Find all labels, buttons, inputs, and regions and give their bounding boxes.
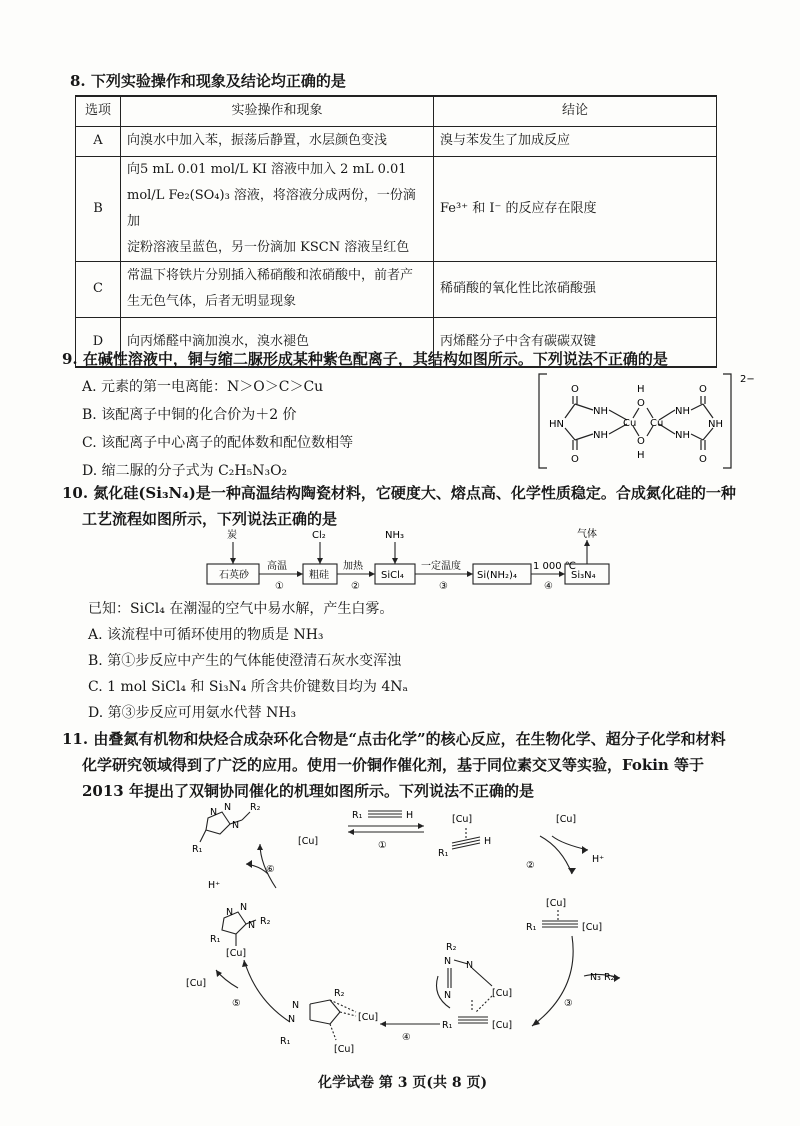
header-conclusion: 结论	[434, 96, 717, 126]
condition-certain-temp: 一定温度	[421, 561, 461, 572]
atom-label: N	[224, 802, 232, 813]
input-chlorine: Cl₂	[312, 530, 326, 541]
header-option: 选项	[76, 96, 121, 126]
atom-label: O	[637, 436, 645, 447]
atom-label: NH	[708, 419, 723, 430]
row-procedure: 向溴水中加入苯，振荡后静置，水层颜色变浅	[121, 126, 434, 156]
complex-charge: 2−	[740, 374, 755, 385]
copper-label: [Cu]	[226, 948, 247, 959]
atom-label: N	[444, 990, 452, 1001]
atom-label: N	[248, 920, 256, 931]
input-ammonia: NH₃	[385, 530, 405, 541]
atom-label: O	[699, 454, 707, 465]
row-conclusion: 溴与苯发生了加成反应	[434, 126, 717, 156]
q10-option-a: A. 该流程中可循环使用的物质是 NH₃	[88, 627, 324, 643]
atom-label: NH	[593, 406, 608, 417]
q11-stem-line-2: 化学研究领域得到了广泛的应用。使用一价铜作催化剂，基于同位素交叉等实验，Fokin 等于	[82, 756, 705, 774]
atom-label: H	[484, 836, 492, 847]
atom-label: N	[292, 1000, 300, 1011]
q11-catalytic-mechanism	[180, 800, 630, 1062]
copper-label: [Cu]	[334, 1044, 355, 1055]
atom-label: H	[637, 450, 645, 461]
substituent-label: R₁	[526, 922, 537, 933]
q11-stem-line-1: 11. 由叠氮有机物和炔烃合成杂环化合物是“点击化学”的核心反应，在生物化学、超分子化学和材料	[62, 730, 726, 748]
atom-label: NH	[675, 406, 690, 417]
copper-biuret-complex-structure	[535, 370, 755, 472]
substituent-label: R₁	[438, 848, 449, 859]
q10-option-d: D. 第③步反应可用氨水代替 NH₃	[88, 705, 297, 721]
substituent-label: R₂	[334, 988, 345, 999]
atom-label: HN	[549, 419, 564, 430]
output-gas: 气体	[577, 529, 597, 540]
atom-label: O	[699, 384, 707, 395]
azide-label: N₃	[590, 972, 601, 983]
q10-process-flow	[205, 528, 625, 598]
q10-stem-line-2: 工艺流程如图所示，下列说法正确的是	[82, 510, 338, 528]
atom-label: N	[444, 956, 452, 967]
atom-label: N	[232, 820, 240, 831]
step-3-label: ③	[439, 581, 448, 592]
copper-label: [Cu]	[186, 978, 207, 989]
condition-high-temp: 高温	[267, 561, 287, 572]
row-option: A	[76, 126, 121, 156]
substituent-label: R₂	[250, 802, 261, 813]
copper-label: [Cu]	[492, 1020, 513, 1031]
step-1-label: ①	[378, 840, 387, 851]
atom-label: N	[240, 902, 248, 913]
atom-label: N	[466, 960, 474, 971]
copper-label: [Cu]	[358, 1012, 379, 1023]
substituent-label: R₂	[446, 942, 457, 953]
q10-option-c: C. 1 mol SiCl₄ 和 Si₃N₄ 所含共价键数目均为 4Nₐ	[88, 679, 408, 695]
atom-label: H	[637, 384, 645, 395]
flow-box-quartz-sand: 石英砂	[219, 570, 249, 581]
atom-label: NH	[675, 430, 690, 441]
substituent-label: R₁	[210, 934, 221, 945]
input-carbon: 炭	[227, 530, 237, 541]
atom-label: O	[571, 454, 579, 465]
step-4-label: ④	[544, 581, 553, 592]
substituent-label: R₂	[604, 972, 615, 983]
atom-label: N	[210, 807, 218, 818]
substituent-label: R₁	[442, 1020, 453, 1031]
copper-label: [Cu]	[492, 988, 513, 999]
row-option: D	[76, 317, 121, 367]
step-2-label: ②	[351, 581, 360, 592]
copper-label: [Cu]	[298, 836, 319, 847]
row-procedure: 向丙烯醛中滴加溴水，溴水褪色	[121, 317, 434, 367]
substituent-label: R₁	[352, 810, 363, 821]
flow-box-si3n4: Si₃N₄	[571, 570, 596, 581]
atom-label: H	[406, 810, 414, 821]
row-option: C	[76, 261, 121, 317]
q10-option-b: B. 第①步反应中产生的气体能使澄清石灰水变浑浊	[88, 653, 402, 669]
step-2-label: ②	[526, 860, 535, 871]
q9-option-d: D. 缩二脲的分子式为 C₂H₅N₃O₂	[82, 463, 288, 479]
atom-label: O	[571, 384, 579, 395]
flow-box-sinh2: Si(NH₂)₄	[477, 570, 517, 581]
copper-label: [Cu]	[556, 814, 577, 825]
step-6-label: ⑥	[266, 864, 275, 875]
atom-label: Cu	[650, 418, 664, 429]
step-3-label: ③	[564, 998, 573, 1009]
step-1-label: ①	[275, 581, 284, 592]
q11-stem-line-3: 2013 年提出了双铜协同催化的机理如图所示。下列说法不正确的是	[82, 782, 534, 800]
atom-label: N	[226, 907, 234, 918]
atom-label: O	[637, 398, 645, 409]
q9-option-c: C. 该配离子中心离子的配体数和配位数相等	[82, 435, 354, 451]
copper-label: [Cu]	[546, 898, 567, 909]
q8-stem: 8. 下列实验操作和现象及结论均正确的是	[70, 72, 346, 90]
step-5-label: ⑤	[232, 998, 241, 1009]
atom-label: NH	[593, 430, 608, 441]
row-conclusion: 丙烯醛分子中含有碳碳双键	[434, 317, 717, 367]
row-procedure: 常温下将铁片分别插入稀硝酸和浓硝酸中，前者产 生无色气体，后者无明显现象	[121, 261, 434, 317]
proton-label: H⁺	[208, 880, 221, 891]
table-row	[76, 156, 717, 261]
condition-heating: 加热	[343, 561, 363, 572]
row-procedure: 向5 mL 0.01 mol/L KI 溶液中加入 2 mL 0.01 mol/L Fe₂(SO₄)₃ 溶液，将溶液分成两份，一份滴加 淀粉溶液呈蓝色，另一份滴加 KSCN 溶液呈红色	[121, 156, 434, 261]
q10-note: 已知：SiCl₄ 在潮湿的空气中易水解，产生白雾。	[88, 601, 394, 617]
flow-box-sicl4: SiCl₄	[381, 570, 404, 581]
row-option: B	[76, 156, 121, 261]
table-row	[76, 261, 717, 317]
q9-stem: 9. 在碱性溶液中，铜与缩二脲形成某种紫色配离子，其结构如图所示。下列说法不正确的是	[62, 350, 668, 368]
proton-label: H⁺	[592, 854, 605, 865]
page-footer: 化学试卷 第 3 页(共 8 页)	[318, 1075, 488, 1091]
condition-1000c: 1 000 ℃	[533, 561, 577, 572]
flow-box-crude-silicon: 粗硅	[309, 570, 329, 581]
atom-label: Cu	[623, 418, 637, 429]
table-header-row	[76, 96, 717, 126]
substituent-label: R₁	[192, 844, 203, 855]
q8-table	[75, 95, 717, 368]
atom-label: N	[288, 1014, 296, 1025]
substituent-label: R₁	[280, 1036, 291, 1047]
row-conclusion: Fe³⁺ 和 I⁻ 的反应存在限度	[434, 156, 717, 261]
step-4-label: ④	[402, 1032, 411, 1043]
header-procedure: 实验操作和现象	[121, 96, 434, 126]
copper-label: [Cu]	[582, 922, 603, 933]
table-row	[76, 126, 717, 156]
copper-label: [Cu]	[452, 814, 473, 825]
q10-stem-line-1: 10. 氮化硅(Si₃N₄)是一种高温结构陶瓷材料，它硬度大、熔点高、化学性质稳定。合成氮化硅的一种	[62, 484, 736, 502]
substituent-label: R₂	[260, 916, 271, 927]
q9-option-a: A. 元素的第一电离能：N＞O＞C＞Cu	[82, 379, 324, 395]
row-conclusion: 稀硝酸的氧化性比浓硝酸强	[434, 261, 717, 317]
q9-option-b: B. 该配离子中铜的化合价为＋2 价	[82, 407, 297, 423]
